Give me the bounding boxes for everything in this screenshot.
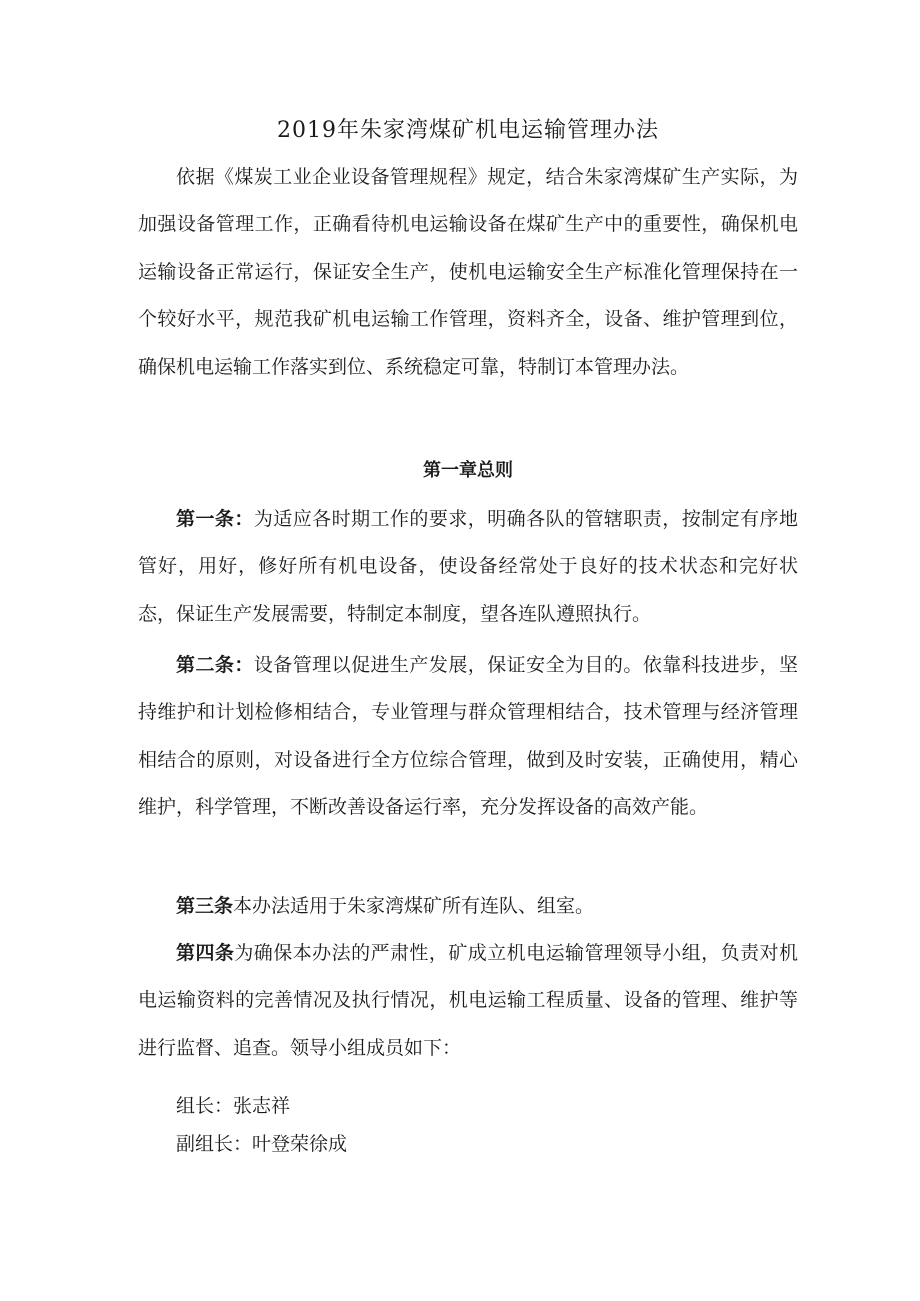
document-title: 2019年朱家湾煤矿机电运输管理办法 xyxy=(277,118,659,143)
article-text: 设备管理以促进生产发展，保证安全为目的。依靠科技进步，坚持维护和计划检修相结合，专业管理与群众管理相结合，技术管理与经济管理相结合的原则，对设备进行全方位综合管理，做到及时安装，正确使用，精心维护，科学管理，不断改善设备运行率，充分发挥设备的高效产能。 xyxy=(138,654,798,819)
article-4 xyxy=(138,930,798,1072)
article-3 xyxy=(138,883,798,930)
chapter-heading: 第一章总则 xyxy=(423,460,513,481)
article-2 xyxy=(138,642,798,832)
intro-paragraph: 依据《煤炭工业企业设备管理规程》规定，结合朱家湾煤矿生产实际，为加强设备管理工作，正确看待机电运输设备在煤矿生产中的重要性，确保机电运输设备正常运行，保证安全生产，使机电运输安全生产标准化管理保持在一个较好水平，规范我矿机电运输工作管理，资料齐全，设备、维护管理到位，确保机电运输工作落实到位、系统稳定可靠，特制订本管理办法。 xyxy=(138,166,798,378)
article-label: 第二条： xyxy=(176,654,254,676)
article-label: 第一条： xyxy=(176,508,254,530)
article-label: 第四条 xyxy=(176,942,235,964)
article-1 xyxy=(138,496,798,638)
article-text: 为适应各时期工作的要求，明确各队的管辖职责，按制定有序地管好，用好，修好所有机电设备，使设备经常处于良好的技术状态和完好状态，保证生产发展需要，特制定本制度，望各连队遵照执行。 xyxy=(138,508,798,625)
article-text: 本办法适用于朱家湾煤矿所有连队、组室。 xyxy=(233,895,595,917)
group-leader: 组长：张志祥 xyxy=(176,1095,291,1117)
article-text: 为确保本办法的严肃性，矿成立机电运输管理领导小组，负责对机电运输资料的完善情况及执行情况，机电运输工程质量、设备的管理、维护等进行监督、追查。领导小组成员如下： xyxy=(138,942,798,1059)
article-label: 第三条 xyxy=(176,895,234,917)
group-deputy-leader: 副组长：叶登荣徐成 xyxy=(176,1133,348,1155)
